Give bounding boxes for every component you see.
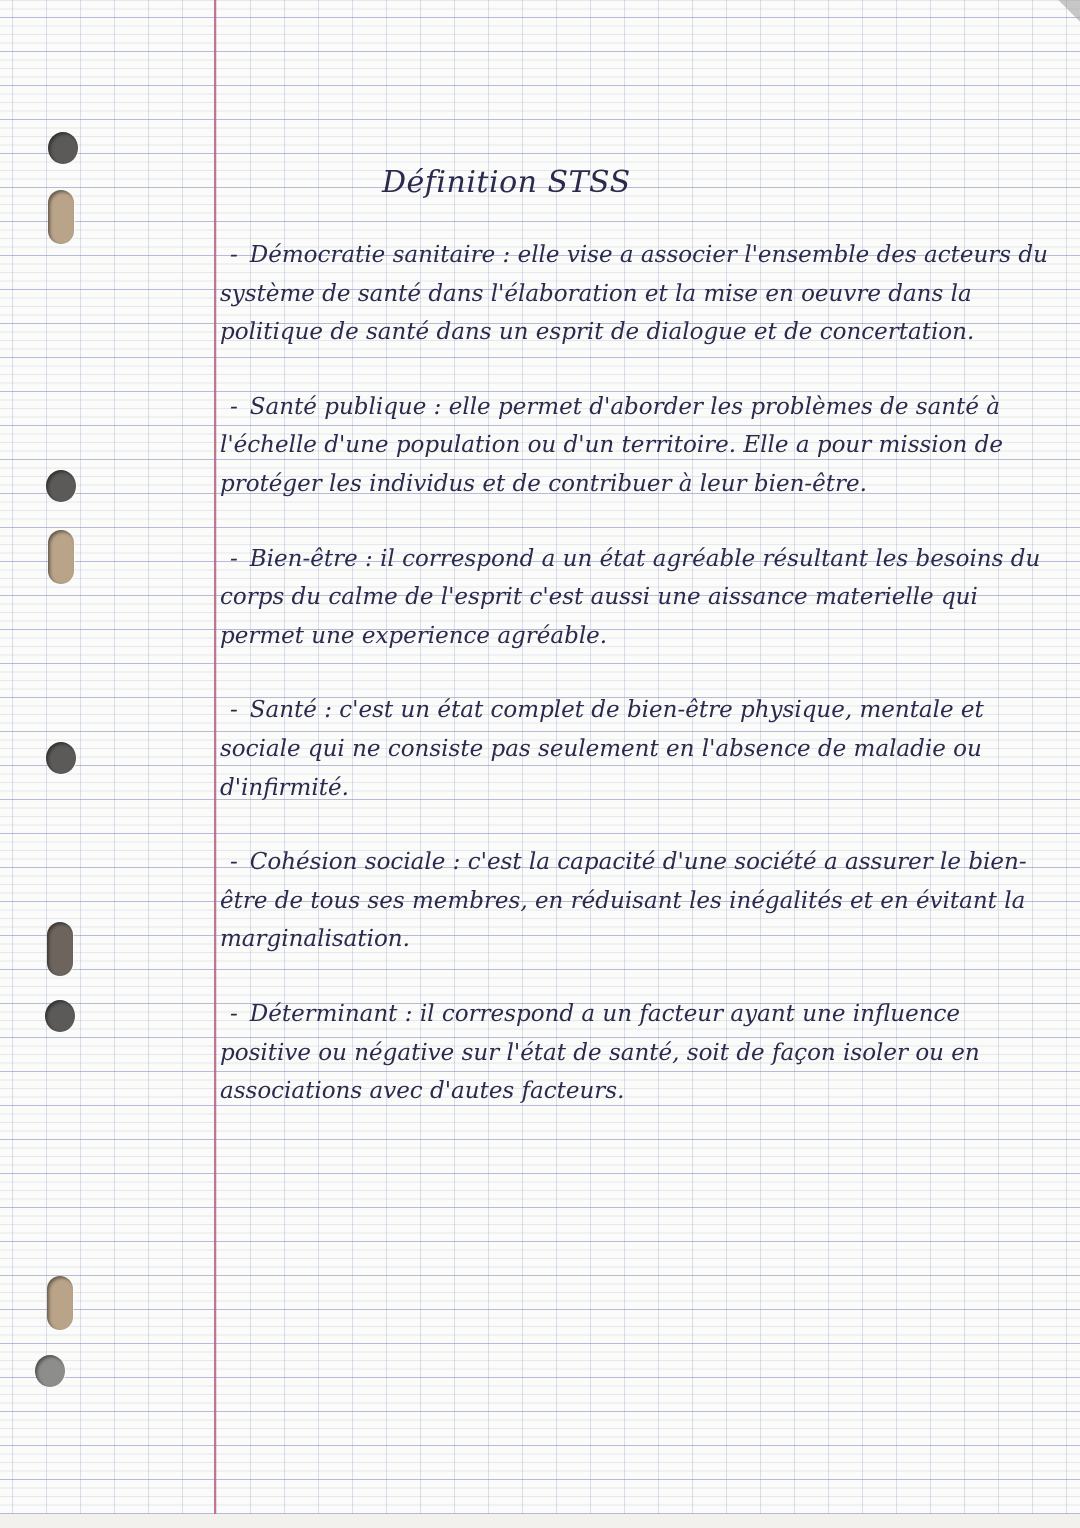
definition-separator: : <box>404 1000 413 1027</box>
definition-entry: - Démocratie sanitaire : elle vise a associer l'ensemble des acteurs du système de santé dans l'élaboration et la mise en oeuvre dans la politique de santé dans un esprit de dialogue et de concertation. <box>220 242 1048 346</box>
definition-entry: - Cohésion sociale : c'est la capacité d'une société a assurer le bien-être de tous ses membres, en réduisant les inégalités et en évitant la marginalisation. <box>220 849 1027 953</box>
margin-line <box>214 0 216 1528</box>
definition-term: Déterminant <box>249 1000 398 1027</box>
binder-hole <box>35 1355 65 1387</box>
definition-separator: : <box>324 697 332 724</box>
definition-entry: - Santé publique : elle permet d'aborder les problèmes de santé à l'échelle d'une population ou d'un territoire. Elle a pour mission de protéger les individus et de contribuer à leur bien-être. <box>220 393 1003 497</box>
binder-hole <box>47 922 73 976</box>
definition-text: il correspond a un facteur ayant une influence positive ou négative sur l'état de santé, soit de façon isoler ou en associations avec d'autes facteurs. <box>220 1000 980 1105</box>
definition-text: il correspond a un état agréable résultant les besoins du corps du calme de l'esprit c'est aussi une aissance materielle qui permet une experience agréable. <box>220 545 1041 649</box>
binder-hole <box>48 132 78 164</box>
definition-text: c'est un état complet de bien-être physique, mentale et sociale qui ne consiste pas seulement en l'absence de maladie ou d'infirmité. <box>220 697 984 801</box>
definition-text: elle vise a associer l'ensemble des acteurs du système de santé dans l'élaboration et la mise en oeuvre dans la politique de santé dans un esprit de dialogue et de concertation. <box>220 242 1048 346</box>
page-corner <box>1058 0 1080 22</box>
page-title: Définition STSS <box>382 165 631 200</box>
binder-hole <box>46 470 76 502</box>
definition-entry: - Bien-être : il correspond a un état agréable résultant les besoins du corps du calme de l'esprit c'est aussi une aissance materielle qui permet une experience agréable. <box>220 545 1041 649</box>
definition-term: Santé <box>249 697 317 724</box>
notes-content <box>220 150 1050 1147</box>
definition-separator: : <box>502 242 511 268</box>
definitions-list <box>220 236 1050 1111</box>
binder-hole <box>45 1000 75 1032</box>
definition-entry: - Déterminant : il correspond a un facteur ayant une influence positive ou négative sur l'état de santé, soit de façon isoler ou en associations avec d'autes facteurs. <box>220 1000 980 1105</box>
definition-text: c'est la capacité d'une société a assurer le bien-être de tous ses membres, en réduisant les inégalités et en évitant la marginalisation. <box>220 849 1027 953</box>
definition-term: Cohésion sociale <box>249 849 446 876</box>
definition-term: Bien-être <box>249 545 358 572</box>
binder-hole <box>48 190 74 244</box>
definition-term: Santé publique <box>249 393 427 420</box>
definition-separator: : <box>433 393 442 420</box>
binder-hole <box>46 742 76 774</box>
definition-text: elle permet d'aborder les problèmes de santé à l'échelle d'une population ou d'un territoire. Elle a pour mission de protéger les individus et de contribuer à leur bien-être. <box>220 393 1003 497</box>
definition-separator: : <box>365 545 373 572</box>
definition-term: Démocratie sanitaire <box>249 242 496 268</box>
binder-hole <box>47 1276 73 1330</box>
binder-hole <box>48 530 74 584</box>
page-bottom-edge <box>0 1514 1080 1528</box>
definition-separator: : <box>452 849 461 876</box>
definition-entry: - Santé : c'est un état complet de bien-être physique, mentale et sociale qui ne consiste pas seulement en l'absence de maladie ou d'infirmité. <box>220 697 984 801</box>
